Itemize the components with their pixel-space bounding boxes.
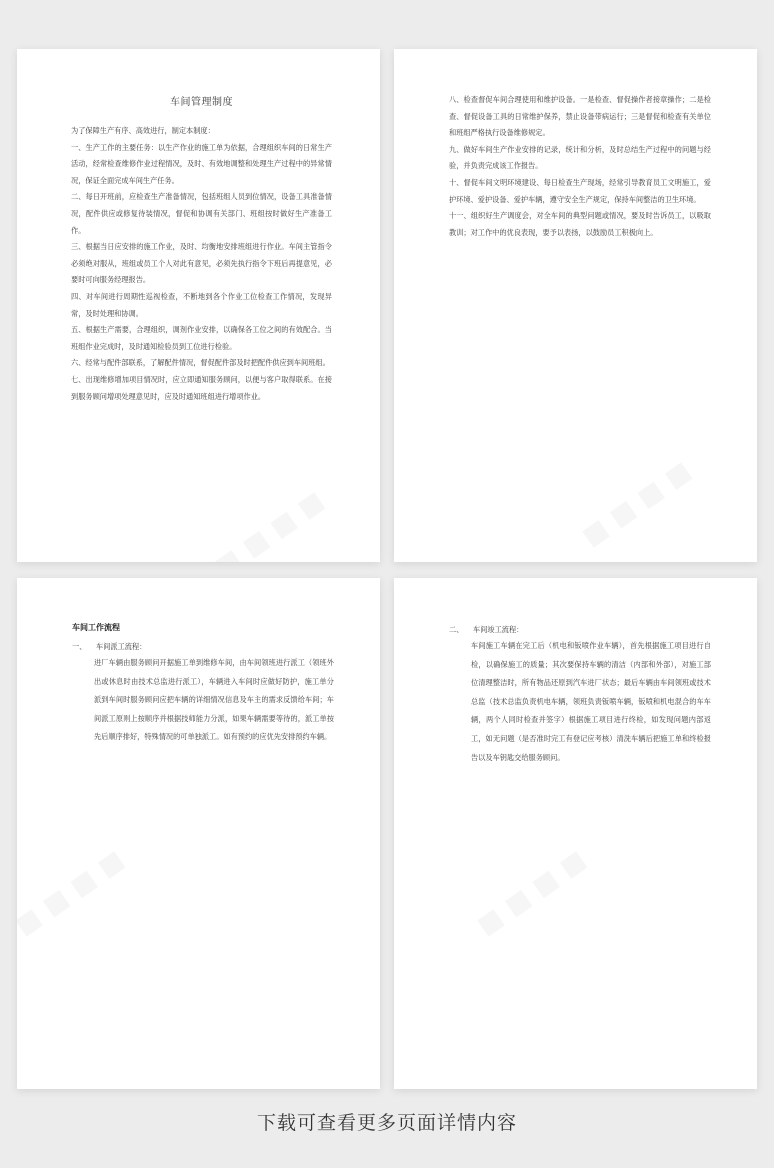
subsection-heading — [449, 622, 711, 637]
paragraph: 进厂车辆由服务顾问开据施工单到维修车间，由车间领班进行派工（领班外出或休息时由技术总监进行派工），车辆进入车间时应做好防护，施工单分派到车间时服务顾问应把车辆的详细情况信息及车主的需求反馈给车间；车间派工原则上按顺序并根据技师能力分派，如果车辆需要等待的，派工单按先后顺序排好，特殊情况的可单独派工。如有预约的应优先安排预约车辆。 — [94, 658, 334, 742]
download-prompt-text: 下载可查看更多页面详情内容 — [256, 1112, 517, 1134]
document-page-4 — [394, 578, 757, 1089]
paragraph: 车间施工车辆在完工后（机电和钣喷作业车辆），首先根据施工项目进行自检，以确保施工的质量；其次要保持车辆的清洁（内部和外部），对施工部位清理整洁时，所有物品还原到汽车进厂状态；最后车辆由车间领班或技术总监（技术总监负责机电车辆，领班负责钣喷车辆，钣喷和机电混合的车车辆，两个人同时检查并签字）根据施工项目进行终检，如发现问题内部返工，如无问题（是否准时完工有登记应考核）清洗车辆后把施工单和终检报告以及车钥匙交给服务顾问。 — [471, 641, 711, 762]
subsection-title: 车间竣工流程： — [473, 625, 524, 634]
paragraph: 十一、组织好生产调度会，对全车间的典型问题或情况，要及时告诉员工，以吸取教训；对工作中的优良表现，要予以表扬，以鼓励员工积极向上。 — [449, 211, 711, 237]
paragraph: 一、生产工作的主要任务：以生产作业的施工单为依据，合理组织车间的日常生产活动，经常检查维修作业过程情况，及时、有效地调整和处理生产过程中的异常情况，保证全面完成车间生产任务。 — [71, 142, 332, 185]
watermark — [17, 845, 130, 942]
watermark — [210, 486, 330, 562]
subsection-number: 一、 — [72, 642, 87, 651]
paragraph: 二、每日开班前，应检查生产准备情况，包括班组人员到位情况，设备工具准备情况，配件供应或修复待装情况，督促和协调有关部门、班组按时做好生产准备工作。 — [71, 192, 332, 235]
paragraph: 五、根据生产需要，合理组织，调剂作业安排，以确保各工位之间的有效配合。当班组作业完成时，及时通知检验员到工位进行检验。 — [71, 325, 332, 351]
paragraph: 六、经常与配件部联系，了解配件情况，督促配件部及时把配件供应到车间班组。 — [71, 358, 330, 368]
paragraph: 九、做好车间生产作业安排的记录，统计和分析，及时总结生产过程中的问题与经验，并负责完成该工作报告。 — [449, 144, 711, 171]
document-title: 车间管理制度 — [170, 97, 233, 108]
section-title: 车间工作流程 — [72, 622, 120, 632]
paragraph: 十、督促车间文明环境建设、每日检查生产现场，经常引导教育员工文明施工，爱护环境、爱护设备、爱护车辆，遵守安全生产规定，保持车间整洁的卫生环境。 — [449, 177, 711, 204]
watermark — [472, 845, 592, 942]
subsection-title: 车间派工流程： — [96, 642, 147, 651]
watermark — [577, 456, 697, 553]
paragraph: 三、根据当日应安排的施工作业，及时、均衡地安排班组进行作业。车间主管指令必须绝对服从，班组或员工个人对此有意见，必须先执行指令下班后再提意见，必要时可向服务经理报告。 — [71, 242, 332, 285]
subsection-heading — [72, 639, 334, 654]
paragraph: 七、出现维修增加项目情况时，应立即通知服务顾问，以便与客户取得联系。在接到服务顾问增项处理意见时，应及时通知班组进行增项作业。 — [71, 374, 332, 401]
document-page-3 — [17, 578, 380, 1089]
paragraph: 四、对车间进行周期性巡视检查，不断地到各个作业工位检查工作情况，发现异常，及时处理和协调。 — [71, 291, 332, 318]
document-page-2 — [394, 49, 757, 562]
document-page-1 — [17, 49, 380, 562]
subsection-number: 二、 — [449, 625, 464, 634]
paragraph: 为了保障生产有序、高效进行，制定本制度： — [71, 126, 215, 135]
paragraph: 八、检查督促车间合理使用和维护设备。一是检查、督促操作者接章操作；二是检查、督促设备工具的日常维护保养，禁止设备带病运行；三是督促和检查有关单位和班组严格执行设备维修规定。 — [449, 95, 711, 138]
